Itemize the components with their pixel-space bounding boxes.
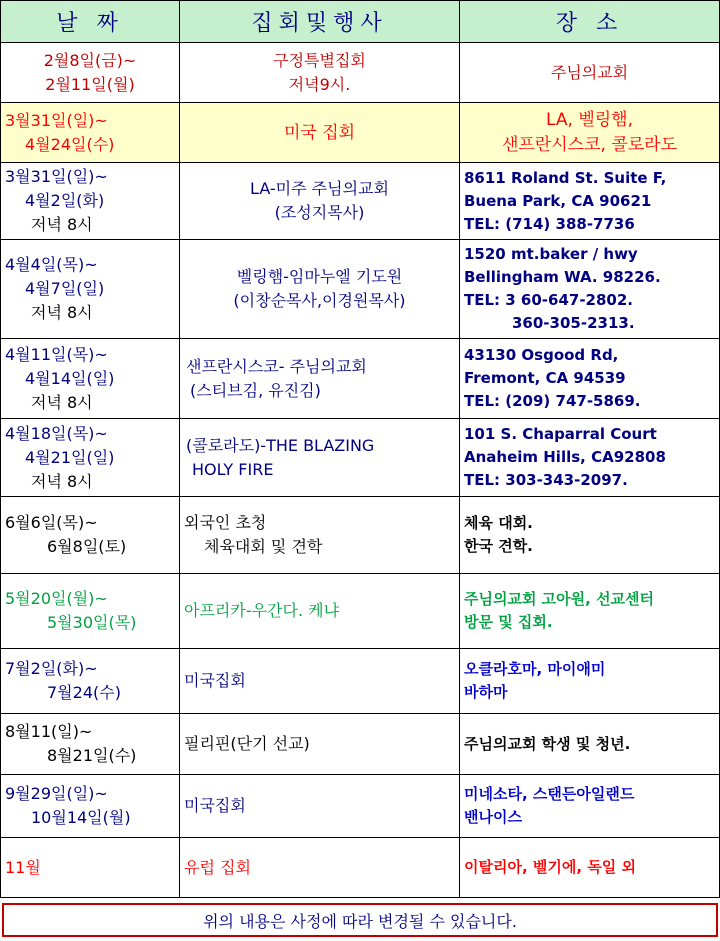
- place-line: 체육 대회.: [464, 514, 533, 532]
- event-line: 미국집회: [184, 796, 246, 815]
- event-line: 미국집회: [184, 671, 246, 690]
- place-line: LA, 벨링햄,: [546, 109, 633, 130]
- event-line: (이창순목사,이경원목사): [233, 291, 406, 310]
- schedule-row: [1, 497, 720, 574]
- event-line: 체육대회 및 견학: [204, 537, 323, 556]
- schedule-row: [1, 339, 720, 419]
- schedule-row: [1, 43, 720, 103]
- date-line: 5월20일(월)~: [5, 589, 108, 608]
- place-line: TEL: 303-343-2097.: [464, 471, 628, 489]
- date-line: 저녁 8시: [31, 215, 93, 234]
- place-line: Fremont, CA 94539: [464, 369, 626, 387]
- date-line: 4월18일(목)~: [5, 423, 108, 443]
- schedule-row: [1, 775, 720, 838]
- place-line: 오클라호마, 마이애미: [464, 660, 606, 678]
- date-line: 4월7일(일): [25, 279, 105, 298]
- event-cell: [180, 43, 460, 103]
- place-line: 1520 mt.baker / hwy: [464, 245, 638, 263]
- place-cell: [460, 775, 720, 838]
- place-line: 밴나이스: [464, 808, 522, 826]
- date-cell: [1, 649, 180, 714]
- date-line: 6월8일(토): [47, 537, 127, 556]
- date-line: 3월31일(일)~: [5, 167, 108, 186]
- date-cell: [1, 775, 180, 838]
- event-line: 아프리카-우간다. 케냐: [184, 601, 340, 620]
- place-cell: [460, 43, 720, 103]
- date-line: 2월11일(월): [45, 74, 135, 94]
- place-cell: [460, 339, 720, 419]
- event-cell: [180, 339, 460, 419]
- schedule-row: [1, 163, 720, 240]
- place-line: 주님의교회 고아원, 선교센터: [464, 590, 655, 608]
- place-line: 주님의교회 학생 및 청년.: [464, 734, 631, 753]
- date-line: 저녁 8시: [31, 392, 93, 412]
- place-line: 이탈리아, 벨기에, 독일 외: [464, 858, 636, 876]
- place-line: TEL: (209) 747-5869.: [464, 392, 641, 410]
- date-cell: [1, 339, 180, 419]
- date-cell: [1, 163, 180, 240]
- place-line: 360-305-2313.: [512, 314, 635, 332]
- date-cell: [1, 43, 180, 103]
- date-line: 4월24일(수): [25, 134, 115, 154]
- place-cell: [460, 163, 720, 240]
- date-cell: [1, 497, 180, 574]
- event-cell: [180, 714, 460, 775]
- event-line: 구정특별집회: [273, 50, 366, 70]
- place-cell: [460, 240, 720, 339]
- place-line: 주님의교회: [550, 62, 629, 82]
- date-line: 11월: [5, 857, 41, 877]
- event-line: 유럽 집회: [184, 857, 251, 877]
- place-cell: [460, 103, 720, 163]
- schedule-row: [1, 574, 720, 649]
- schedule-row: [1, 240, 720, 339]
- date-cell: [1, 240, 180, 339]
- date-line: 3월31일(일)~: [5, 110, 108, 130]
- event-line: 벨링햄-임마누엘 기도원: [236, 267, 403, 286]
- place-line: 미네소타, 스탠든아일랜드: [464, 785, 635, 803]
- schedule-row: [1, 838, 720, 898]
- event-cell: [180, 838, 460, 898]
- event-line: (조성지목사): [274, 203, 365, 222]
- schedule-row: [1, 419, 720, 497]
- date-line: 7월2일(화)~: [5, 659, 98, 678]
- place-cell: [460, 649, 720, 714]
- date-line: 6월6일(목)~: [5, 513, 98, 532]
- place-line: 43130 Osgood Rd,: [464, 346, 619, 364]
- date-cell: [1, 419, 180, 497]
- event-line: 미국 집회: [283, 122, 356, 143]
- date-line: 저녁 8시: [31, 471, 93, 491]
- event-line: (스티브김, 유진김): [190, 380, 321, 400]
- date-cell: [1, 574, 180, 649]
- date-line: 4월11일(목)~: [5, 344, 108, 364]
- event-line: HOLY FIRE: [192, 459, 274, 479]
- date-cell: [1, 838, 180, 898]
- event-cell: [180, 649, 460, 714]
- event-line: 저녁9시.: [288, 74, 351, 94]
- place-cell: [460, 838, 720, 898]
- place-line: 샌프란시스코, 콜로라도: [501, 134, 678, 155]
- event-cell: [180, 574, 460, 649]
- header-date: 날 짜: [1, 1, 180, 43]
- notice-text: 위의 내용은 사정에 따라 변경될 수 있습니다.: [203, 911, 517, 931]
- date-line: 7월24(수): [47, 683, 121, 702]
- date-line: 5월30일(목): [47, 613, 137, 632]
- place-cell: [460, 497, 720, 574]
- event-line: (콜로라도)-THE BLAZING: [186, 435, 375, 455]
- place-line: Bellingham WA. 98226.: [464, 268, 661, 286]
- event-cell: [180, 163, 460, 240]
- place-line: Buena Park, CA 90621: [464, 191, 652, 210]
- header-row: [1, 1, 720, 43]
- place-line: 한국 견학.: [464, 537, 533, 555]
- event-cell: [180, 240, 460, 339]
- event-cell: [180, 775, 460, 838]
- schedule-row: [1, 714, 720, 775]
- date-line: 2월8일(금)~: [43, 50, 137, 70]
- date-cell: [1, 103, 180, 163]
- header-place: 장 소: [460, 1, 720, 43]
- date-line: 4월14일(일): [25, 368, 115, 388]
- event-cell: [180, 497, 460, 574]
- place-cell: [460, 574, 720, 649]
- place-line: 바하마: [464, 683, 508, 701]
- place-line: TEL: (714) 388-7736: [464, 214, 635, 233]
- schedule-row: [1, 103, 720, 163]
- date-line: 4월21일(일): [25, 447, 115, 467]
- date-line: 9월29일(일)~: [5, 784, 108, 803]
- date-line: 8월21일(수): [47, 746, 137, 765]
- place-cell: [460, 714, 720, 775]
- event-line: 외국인 초청: [184, 513, 267, 532]
- event-line: LA-미주 주님의교회: [250, 179, 389, 198]
- date-line: 10월14일(월): [31, 808, 131, 827]
- place-line: TEL: 3 60-647-2802.: [464, 291, 633, 309]
- event-cell: [180, 419, 460, 497]
- schedule-row: [1, 649, 720, 714]
- header-event: 집회및행사: [180, 1, 460, 43]
- event-cell: [180, 103, 460, 163]
- place-line: 방문 및 집회.: [464, 613, 553, 631]
- place-line: 8611 Roland St. Suite F,: [464, 168, 667, 187]
- date-line: 4월4일(목)~: [5, 255, 98, 274]
- place-cell: [460, 419, 720, 497]
- place-line: 101 S. Chaparral Court: [464, 425, 657, 443]
- event-line: 필리핀(단기 선교): [184, 734, 310, 753]
- notice-banner: [2, 903, 718, 937]
- event-line: 샌프란시스코- 주님의교회: [186, 356, 367, 376]
- date-line: 8월11(일)~: [5, 722, 93, 741]
- place-line: Anaheim Hills, CA92808: [464, 448, 666, 466]
- date-line: 저녁 8시: [31, 303, 93, 322]
- date-line: 4월2일(화): [25, 191, 105, 210]
- date-cell: [1, 714, 180, 775]
